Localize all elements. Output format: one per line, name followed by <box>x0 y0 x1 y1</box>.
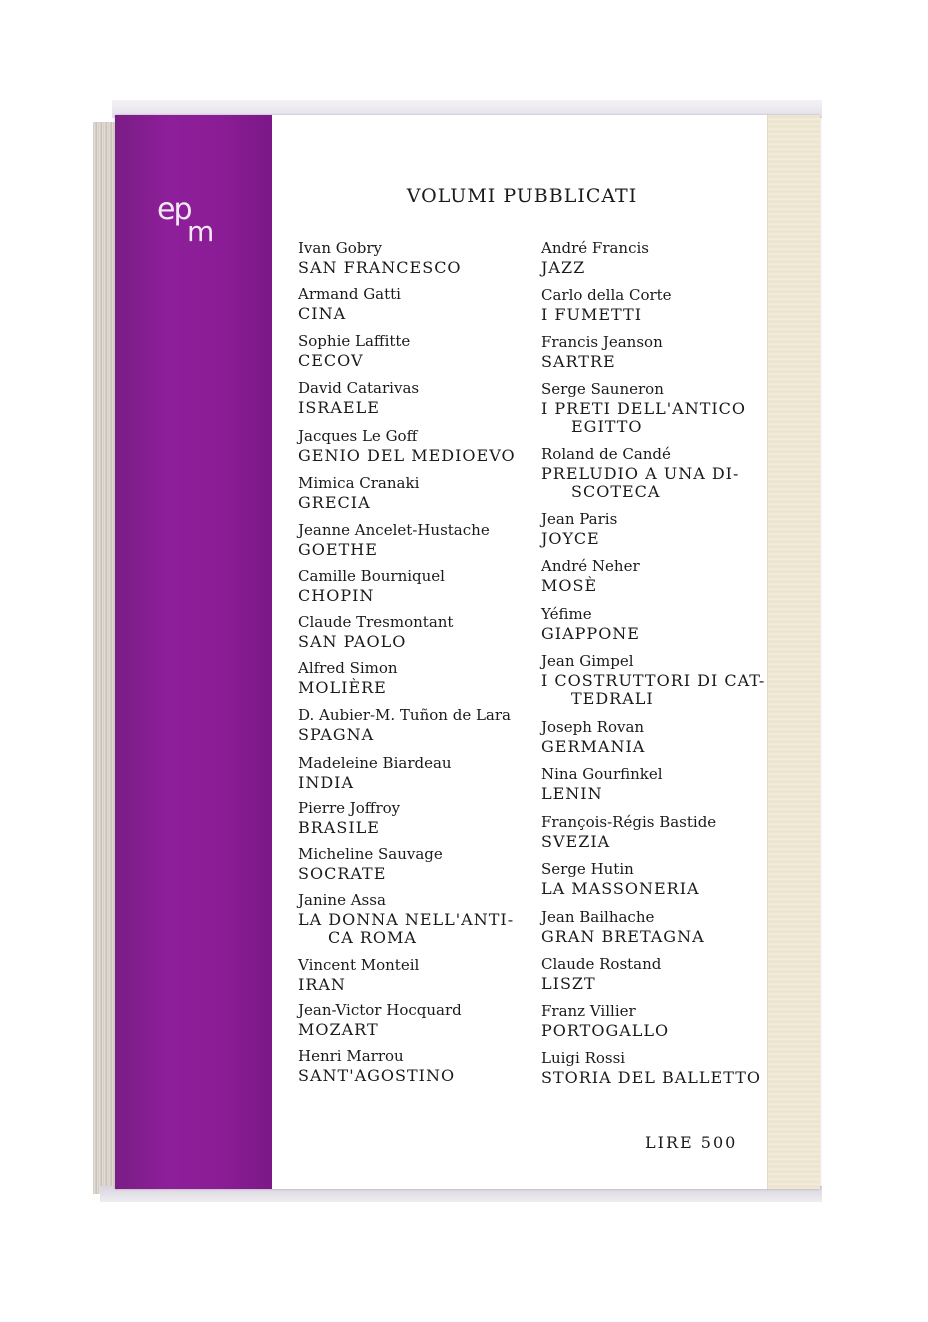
book-title: CINA <box>298 304 347 323</box>
logo-line-2: m <box>187 215 215 248</box>
book-author: David Catarivas <box>298 379 420 397</box>
book-entry <box>298 284 523 323</box>
book-title: GRAN BRETAGNA <box>541 927 705 946</box>
publisher-logo <box>157 192 217 255</box>
book-entry <box>541 1048 766 1087</box>
book-title: MOZART <box>298 1020 379 1039</box>
book-author: Jean-Victor Hocquard <box>298 1001 462 1019</box>
book-entry <box>298 238 523 277</box>
book-author: François-Régis Bastide <box>541 813 717 831</box>
book-author: Micheline Sauvage <box>298 845 443 863</box>
book-author: Madeleine Biardeau <box>298 754 452 772</box>
book-entry <box>541 379 766 436</box>
book-title: IRAN <box>298 975 346 994</box>
purple-band <box>115 115 272 1189</box>
book-title: PRELUDIO A UNA DI- <box>541 464 740 483</box>
book-title: SANT'AGOSTINO <box>298 1066 456 1085</box>
book-entry <box>541 285 766 324</box>
book-author: Yéfime <box>541 605 592 623</box>
book-title: SAN PAOLO <box>298 632 407 651</box>
book-title: SPAGNA <box>298 725 375 744</box>
book-author: Carlo della Corte <box>541 286 672 304</box>
book-entry <box>541 556 766 595</box>
book-entry <box>298 890 523 947</box>
book-title-continued: TEDRALI <box>571 689 654 708</box>
book-title: JOYCE <box>541 529 600 548</box>
book-title: LENIN <box>541 784 603 803</box>
book-entry <box>298 426 523 465</box>
book-entry <box>298 566 523 605</box>
book-entry <box>541 907 766 946</box>
book-title: STORIA DEL BALLETTO <box>541 1068 761 1087</box>
book-author: André Francis <box>541 239 649 257</box>
book-entry <box>298 378 523 417</box>
book-entry <box>541 1001 766 1040</box>
book-title: MOLIÈRE <box>298 678 387 697</box>
price-label: LIRE 500 <box>645 1133 738 1152</box>
book-entry <box>298 331 523 370</box>
book-title: SVEZIA <box>541 832 611 851</box>
book-author: André Neher <box>541 557 640 575</box>
book-entry <box>298 798 523 837</box>
book-entry <box>298 955 523 994</box>
book-title: PORTOGALLO <box>541 1021 670 1040</box>
book-author: Claude Rostand <box>541 955 662 973</box>
book-author: Jean Paris <box>541 510 618 528</box>
book-author: Nina Gourfinkel <box>541 765 663 783</box>
book-entry <box>541 651 766 708</box>
list-heading: VOLUMI PUBBLICATI <box>406 185 638 207</box>
book-author: Camille Bourniquel <box>298 567 445 585</box>
book-entry <box>298 1000 523 1039</box>
book-author: Franz Villier <box>541 1002 636 1020</box>
book-title: SARTRE <box>541 352 616 371</box>
book-title: SAN FRANCESCO <box>298 258 462 277</box>
book-entry <box>298 612 523 651</box>
book-title: I FUMETTI <box>541 305 643 324</box>
book-entry <box>541 444 766 501</box>
book-entry <box>298 658 523 697</box>
book-author: Henri Marrou <box>298 1047 404 1065</box>
book-author: Claude Tresmontant <box>298 613 454 631</box>
book-author: Pierre Joffroy <box>298 799 401 817</box>
book-title: GIAPPONE <box>541 624 640 643</box>
book-title: GERMANIA <box>541 737 646 756</box>
book-entry <box>541 509 766 548</box>
logo-line-1: ep <box>157 192 191 227</box>
book-title: LISZT <box>541 974 596 993</box>
book-author: Alfred Simon <box>298 659 398 677</box>
book-entry <box>298 473 523 512</box>
book-author: Joseph Rovan <box>541 718 645 736</box>
book-title: GRECIA <box>298 493 371 512</box>
book-title: GOETHE <box>298 540 378 559</box>
book-author: Serge Sauneron <box>541 380 664 398</box>
book-author: Jean Gimpel <box>541 652 634 670</box>
spine-strip <box>767 115 820 1189</box>
book-title: MOSÈ <box>541 576 598 595</box>
book-title: I COSTRUTTORI DI CAT- <box>541 671 766 690</box>
book-entry <box>541 764 766 803</box>
book-entry <box>298 520 523 559</box>
book-author: D. Aubier-M. Tuñon de Lara <box>298 706 511 724</box>
book-title: LA DONNA NELL'ANTI- <box>298 910 515 929</box>
book-author: Vincent Monteil <box>298 956 420 974</box>
book-title: LA MASSONERIA <box>541 879 700 898</box>
book-entry <box>298 844 523 883</box>
book-title: CHOPIN <box>298 586 375 605</box>
book-entry <box>541 859 766 898</box>
book-title: INDIA <box>298 773 355 792</box>
book-entry <box>298 705 523 744</box>
book-title: BRASILE <box>298 818 380 837</box>
book-entry <box>298 753 523 792</box>
book-author: Roland de Candé <box>541 445 671 463</box>
book-author: Janine Assa <box>298 891 386 909</box>
book-title-continued: EGITTO <box>571 417 643 436</box>
book-title-continued: SCOTECA <box>571 482 661 501</box>
book-author: Mimica Cranaki <box>298 474 420 492</box>
book-title-continued: CA ROMA <box>328 928 417 947</box>
book-title: JAZZ <box>541 258 586 277</box>
book-entry <box>298 1046 523 1085</box>
book-entry <box>541 954 766 993</box>
book-entry <box>541 238 766 277</box>
book-entry <box>541 332 766 371</box>
book-author: Jacques Le Goff <box>298 427 418 445</box>
book-author: Sophie Laffitte <box>298 332 411 350</box>
book-entry <box>541 717 766 756</box>
book-title: ISRAELE <box>298 398 380 417</box>
back-cover <box>115 115 820 1189</box>
book-author: Francis Jeanson <box>541 333 663 351</box>
book-author: Luigi Rossi <box>541 1049 626 1067</box>
book-title: GENIO DEL MEDIOEVO <box>298 446 516 465</box>
book-title: CECOV <box>298 351 364 370</box>
book-author: Ivan Gobry <box>298 239 383 257</box>
book-title: I PRETI DELL'ANTICO <box>541 399 747 418</box>
book-author: Serge Hutin <box>541 860 634 878</box>
book-author: Jean Bailhache <box>541 908 655 926</box>
book-author: Jeanne Ancelet-Hustache <box>298 521 490 539</box>
book-entry <box>541 604 766 643</box>
book-title: SOCRATE <box>298 864 387 883</box>
book-author: Armand Gatti <box>298 285 401 303</box>
book-entry <box>541 812 766 851</box>
